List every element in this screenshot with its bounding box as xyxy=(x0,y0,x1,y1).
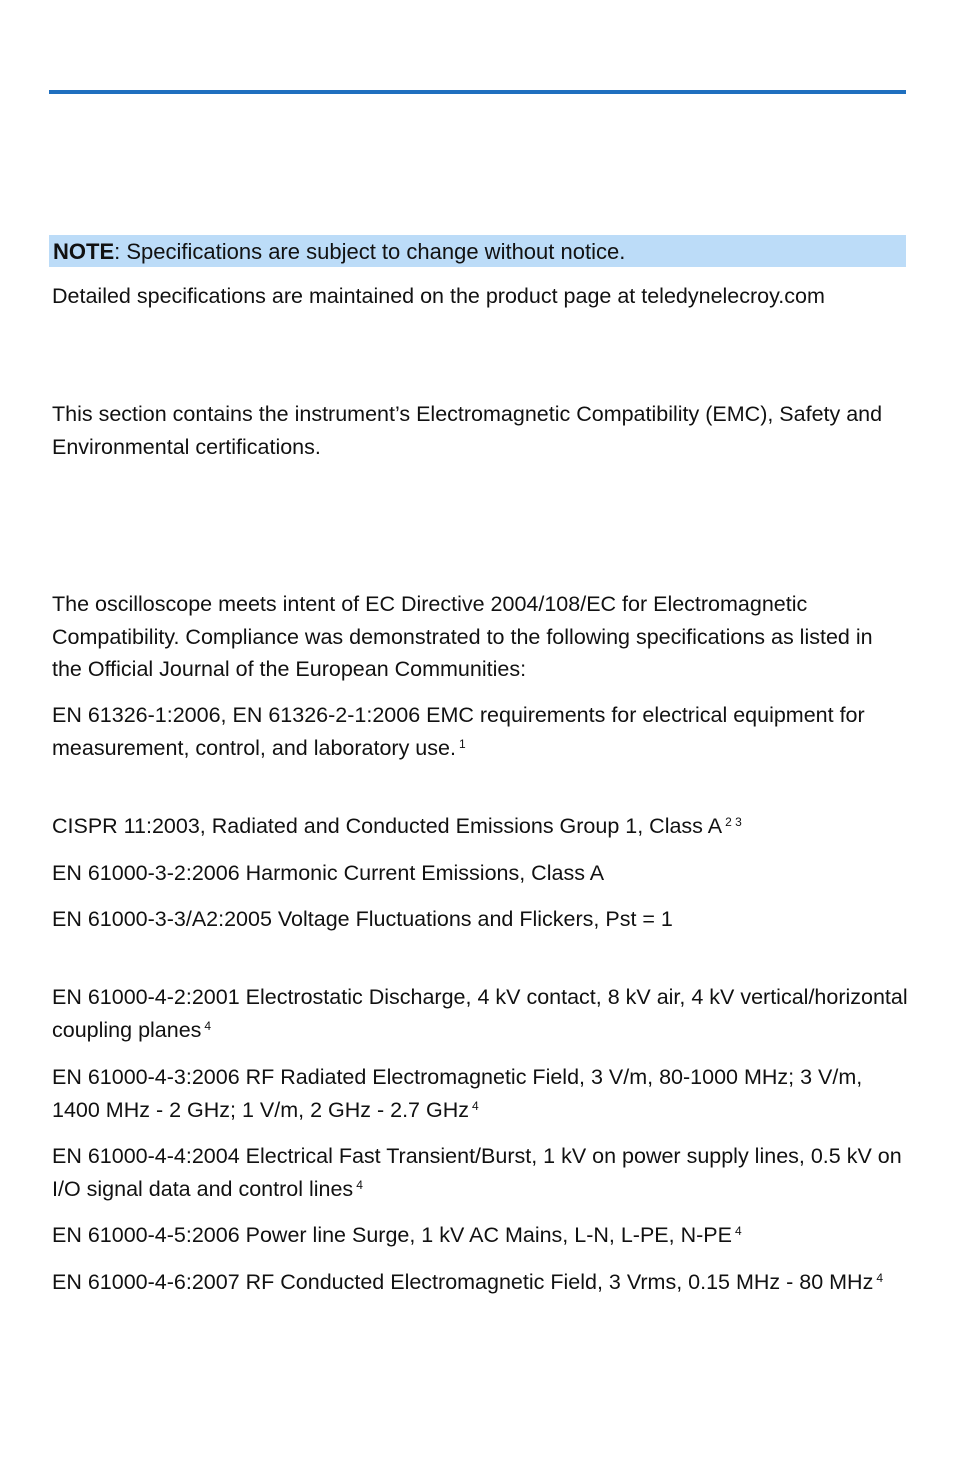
footnote-ref: 4 xyxy=(471,1098,479,1113)
en61000-4-3-item: EN 61000-4-3:2006 RF Radiated Electromagnetic Field, 3 V/m, 80-1000 MHz; 3 V/m, 1400 MHz - 2 GHz; 1 V/m, 2 GHz - 2.7 GHz $^4$ xyxy=(52,1065,863,1122)
cispr11-item: CISPR 11:2003, Radiated and Conducted Emissions Group 1, Class A $^{2 3}$ xyxy=(52,814,742,838)
footnote-ref: 4 xyxy=(876,1271,884,1285)
note-banner xyxy=(49,235,906,267)
en61000-4-2-item: EN 61000-4-2:2001 Electrostatic Discharge, 4 kV contact, 8 kV air, 4 kV vertical/horizontal coupling planes $^4$ xyxy=(52,985,908,1042)
section-intro-paragraph: This section contains the instrument’s Electromagnetic Compatibility (EMC), Safety and Environmental certifications. xyxy=(52,402,883,459)
ec-directive-paragraph: The oscilloscope meets intent of EC Directive 2004/108/EC for Electromagnetic Compatibility. Compliance was demonstrated to the following specifications as listed in the Official Journal of the European Communities: xyxy=(52,592,873,681)
en61326-item: EN 61326-1:2006, EN 61326-2-1:2006 EMC requirements for electrical equipment for measurement, control, and laboratory use. $^1$ xyxy=(52,703,865,760)
footnote-ref: 2 3 xyxy=(725,815,742,829)
header-rule xyxy=(49,90,906,94)
en61000-4-6-item: EN 61000-4-6:2007 RF Conducted Electromagnetic Field, 3 Vrms, 0.15 MHz - 80 MHz $^4$ xyxy=(52,1270,884,1294)
en61000-3-3-item: EN 61000-3-3/A2:2005 Voltage Fluctuations and Flickers, Pst = 1 xyxy=(52,907,673,931)
footnote-ref: 1 xyxy=(458,736,466,751)
en61000-3-2-item: EN 61000-3-2:2006 Harmonic Current Emissions, Class A xyxy=(52,861,605,885)
note-label: NOTE xyxy=(53,239,115,264)
footnote-ref: 4 xyxy=(204,1018,212,1033)
detailed-specs-paragraph: Detailed specifications are maintained on the product page at teledynelecroy.com xyxy=(52,284,825,308)
footnote-ref: 4 xyxy=(734,1224,742,1238)
note-text: : Specifications are subject to change without notice. xyxy=(114,239,626,264)
en61000-4-5-item: EN 61000-4-5:2006 Power line Surge, 1 kV AC Mains, L-N, L-PE, N-PE $^4$ xyxy=(52,1223,742,1247)
footnote-ref: 4 xyxy=(356,1177,363,1192)
en61000-4-4-item: EN 61000-4-4:2004 Electrical Fast Transient/Burst, 1 kV on power supply lines, 0.5 kV on I/O signal data and control lines $^4$ xyxy=(52,1144,902,1201)
